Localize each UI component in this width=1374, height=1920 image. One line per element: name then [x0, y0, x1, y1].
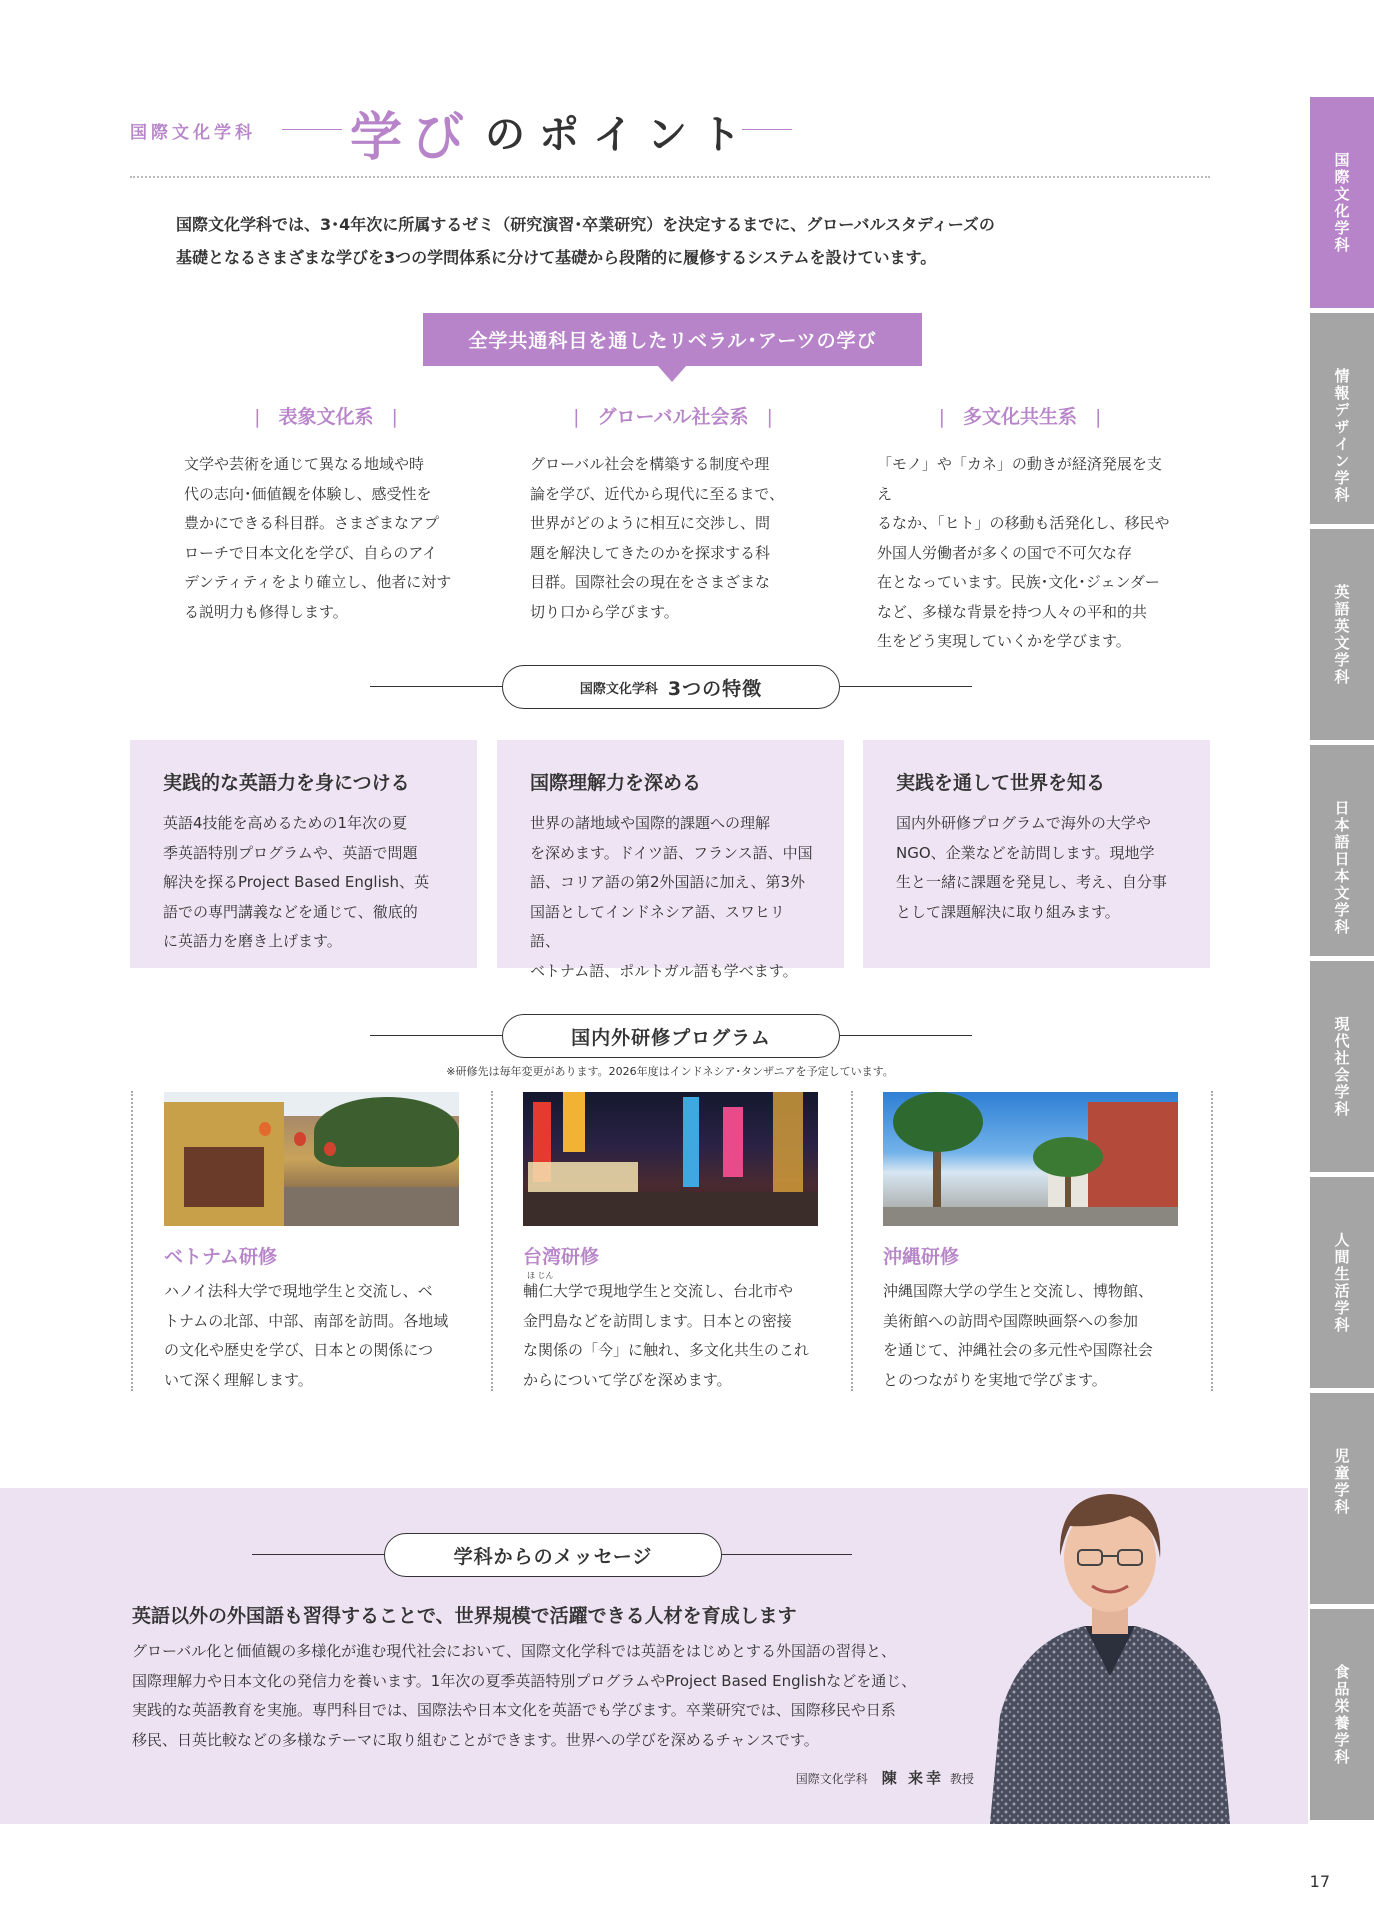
signature — [796, 1767, 974, 1788]
page-title: 学び — [350, 108, 475, 168]
message-title: 英語以外の外国語も習得することで、世界規模で活躍できる人材を育成します — [132, 1605, 797, 1627]
professor-portrait — [980, 1466, 1238, 1824]
page-title-sub: のポイント — [485, 112, 755, 158]
tab-human-life[interactable]: 人間生活学科 — [1310, 1177, 1374, 1388]
message-text: グローバル化と価値観の多様化が進む現代社会において、国際文化学科では英語をはじめとする外国語の習得と、 国際理解力や日本文化の発信力を養います。1年次の夏季英語特別プログラムやProject Based Englishなどを通じ、 実践的な英語教育を実施。専門科目では、国際法や日本文化を英語でも学びます。卒業研究では、国際移民や日系 移民、日英比較などの多様なテーマに取り組むことができます。世界への学びを深めるチャンスです。 — [132, 1642, 917, 1749]
programs-heading — [370, 1014, 972, 1058]
program-title: ベトナム研修 — [164, 1246, 278, 1268]
tab-information-design[interactable]: 情報デザイン学科 — [1310, 313, 1374, 524]
furigana: ほ じん — [527, 1271, 554, 1280]
field-column: | 多文化共生系 | 「モノ」や「カネ」の動きが経済発展を支え るなか、「ヒト」の移動も活発化し、移民や 外国人労働者が多くの国で不可欠な存 在となっています。民族･文化･ジェンダー など、多様な背景を持つ人々の平和的共 生をどう実現していくかを学びます。 — [870, 402, 1170, 657]
feature-card — [130, 740, 477, 968]
field-column: | 表象文化系 | 文学や芸術を通じて異なる地域や時 代の志向･価値観を体験し、感受性を 豊かにできる科目群。さまざまなアプ ローチで日本文化を学び、自らのアイ デンティティをより確立し、他者に対す る説明力も修得します。 — [176, 402, 476, 627]
feature-card — [863, 740, 1210, 968]
tab-japanese[interactable]: 日本語日本文学科 — [1310, 745, 1374, 956]
feature-card — [497, 740, 844, 980]
column-divider — [131, 1091, 133, 1391]
feature-title: 国際理解力を深める — [530, 772, 702, 794]
column-divider — [851, 1091, 853, 1391]
banner-pointer — [658, 366, 686, 382]
liberal-arts-banner: 全学共通科目を通したリベラル･アーツの学び — [423, 313, 922, 366]
program-text: 沖縄国際大学の学生と交流し、博物館、 美術館への訪問や国際映画祭への参加 を通じて、沖縄社会の多元性や国際社会 とのつながりを実地で学びます。 — [883, 1282, 1154, 1389]
program-text: 輔仁大学で現地学生と交流し、台北市や 金門島などを訪問します。日本との密接 な関係の「今」に触れ、多文化共生のこれ からについて学びを深めます。 — [523, 1282, 809, 1389]
features-pill-title: 3つの特徴 — [667, 677, 763, 700]
field-title: 表象文化系 — [278, 406, 374, 428]
tab-modern-society[interactable]: 現代社会学科 — [1310, 961, 1374, 1172]
program-card — [164, 1092, 459, 1395]
tab-international-culture[interactable]: 国際文化学科 — [1310, 97, 1374, 308]
features-pill-dept: 国際文化学科 — [579, 681, 658, 697]
taiwan-night-market-photo — [523, 1092, 818, 1226]
program-title: 台湾研修 — [523, 1246, 600, 1268]
message-pill-title: 学科からのメッセージ — [453, 1545, 653, 1568]
column-divider — [491, 1091, 493, 1391]
header-rule — [742, 129, 792, 130]
feature-text: 世界の諸地域や国際的課題への理解 を深めます。ドイツ語、フランス語、中国 語、コリア語の第2外国語に加え、第3外 国語としてインドネシア語、スワヒリ語、 ベトナム語、ポルトガル語も学べます。 — [530, 814, 813, 980]
program-title: 沖縄研修 — [883, 1246, 960, 1268]
programs-pill-title: 国内外研修プログラム — [571, 1026, 771, 1049]
tab-food-nutrition[interactable]: 食品栄養学科 — [1310, 1609, 1374, 1820]
field-text: 文学や芸術を通じて異なる地域や時 代の志向･価値観を体験し、感受性を 豊かにできる科目群。さまざまなアプ ローチで日本文化を学び、自らのアイ デンティティをより確立し、他者に対す る説明力も修得します。 — [184, 455, 452, 621]
vietnam-street-photo — [164, 1092, 459, 1226]
page-number: 17 — [1309, 1872, 1330, 1891]
divider — [130, 176, 1210, 178]
signature-role: 教授 — [949, 1772, 974, 1786]
signature-dept: 国際文化学科 — [795, 1772, 868, 1786]
field-title: 多文化共生系 — [962, 406, 1077, 428]
okinawa-street-photo — [883, 1092, 1178, 1226]
feature-text: 英語4技能を高めるための1年次の夏 季英語特別プログラムや、英語で問題 解決を探るProject Based English、英 語での専門講義などを通じて、徹底的 に英語力を磨き上げます。 — [163, 814, 430, 951]
header-rule — [282, 129, 342, 130]
program-card — [883, 1092, 1178, 1395]
features-heading — [370, 665, 972, 709]
message-heading — [252, 1533, 852, 1577]
intro-text: 国際文化学科では、3･4年次に所属するゼミ（研究演習･卒業研究）を決定するまでに、グローバルスタディーズの 基礎となるさまざまな学びを3つの学問体系に分けて基礎から段階的に履修するシステムを設けています。 — [176, 215, 995, 267]
department-label: 国際文化学科 — [130, 123, 256, 143]
program-text: ハノイ法科大学で現地学生と交流し、ベ トナムの北部、中部、南部を訪問。各地域 の文化や歴史を学び、日本との関係につ いて深く理解します。 — [164, 1282, 449, 1389]
column-divider — [1211, 1091, 1213, 1391]
program-card — [523, 1092, 818, 1395]
field-text: 「モノ」や「カネ」の動きが経済発展を支え るなか、「ヒト」の移動も活発化し、移民や 外国人労働者が多くの国で不可欠な存 在となっています。民族･文化･ジェンダー など、多様な背景を持つ人々の平和的共 生をどう実現していくかを学びます。 — [877, 455, 1170, 650]
feature-text: 国内外研修プログラムで海外の大学や NGO、企業などを訪問します。現地学 生と一緒に課題を発見し、考え、自分事 として課題解決に取り組みます。 — [896, 814, 1167, 921]
feature-title: 実践的な英語力を身につける — [163, 772, 410, 794]
signature-name: 陳 来幸 — [881, 1769, 944, 1787]
side-tab-nav — [1310, 97, 1374, 1825]
feature-title: 実践を通して世界を知る — [896, 772, 1106, 794]
tab-english[interactable]: 英語英文学科 — [1310, 529, 1374, 740]
program-notice: ※研修先は毎年変更があります。2026年度はインドネシア･タンザニアを予定しています。 — [446, 1065, 894, 1078]
field-column: | グローバル社会系 | グローバル社会を構築する制度や理 論を学び、近代から現代に至るまで、 世界がどのように相互に交渉し、問 題を解決してきたのかを探求する科 目群。国際社会の現在をさまざまな 切り口から学びます。 — [523, 402, 823, 627]
page-header — [130, 95, 1210, 168]
field-title: グローバル社会系 — [597, 406, 749, 428]
field-text: グローバル社会を構築する制度や理 論を学び、近代から現代に至るまで、 世界がどのように相互に交渉し、問 題を解決してきたのかを探求する科 目群。国際社会の現在をさまざまな 切り口から学びます。 — [530, 455, 785, 621]
tab-child[interactable]: 児童学科 — [1310, 1393, 1374, 1604]
